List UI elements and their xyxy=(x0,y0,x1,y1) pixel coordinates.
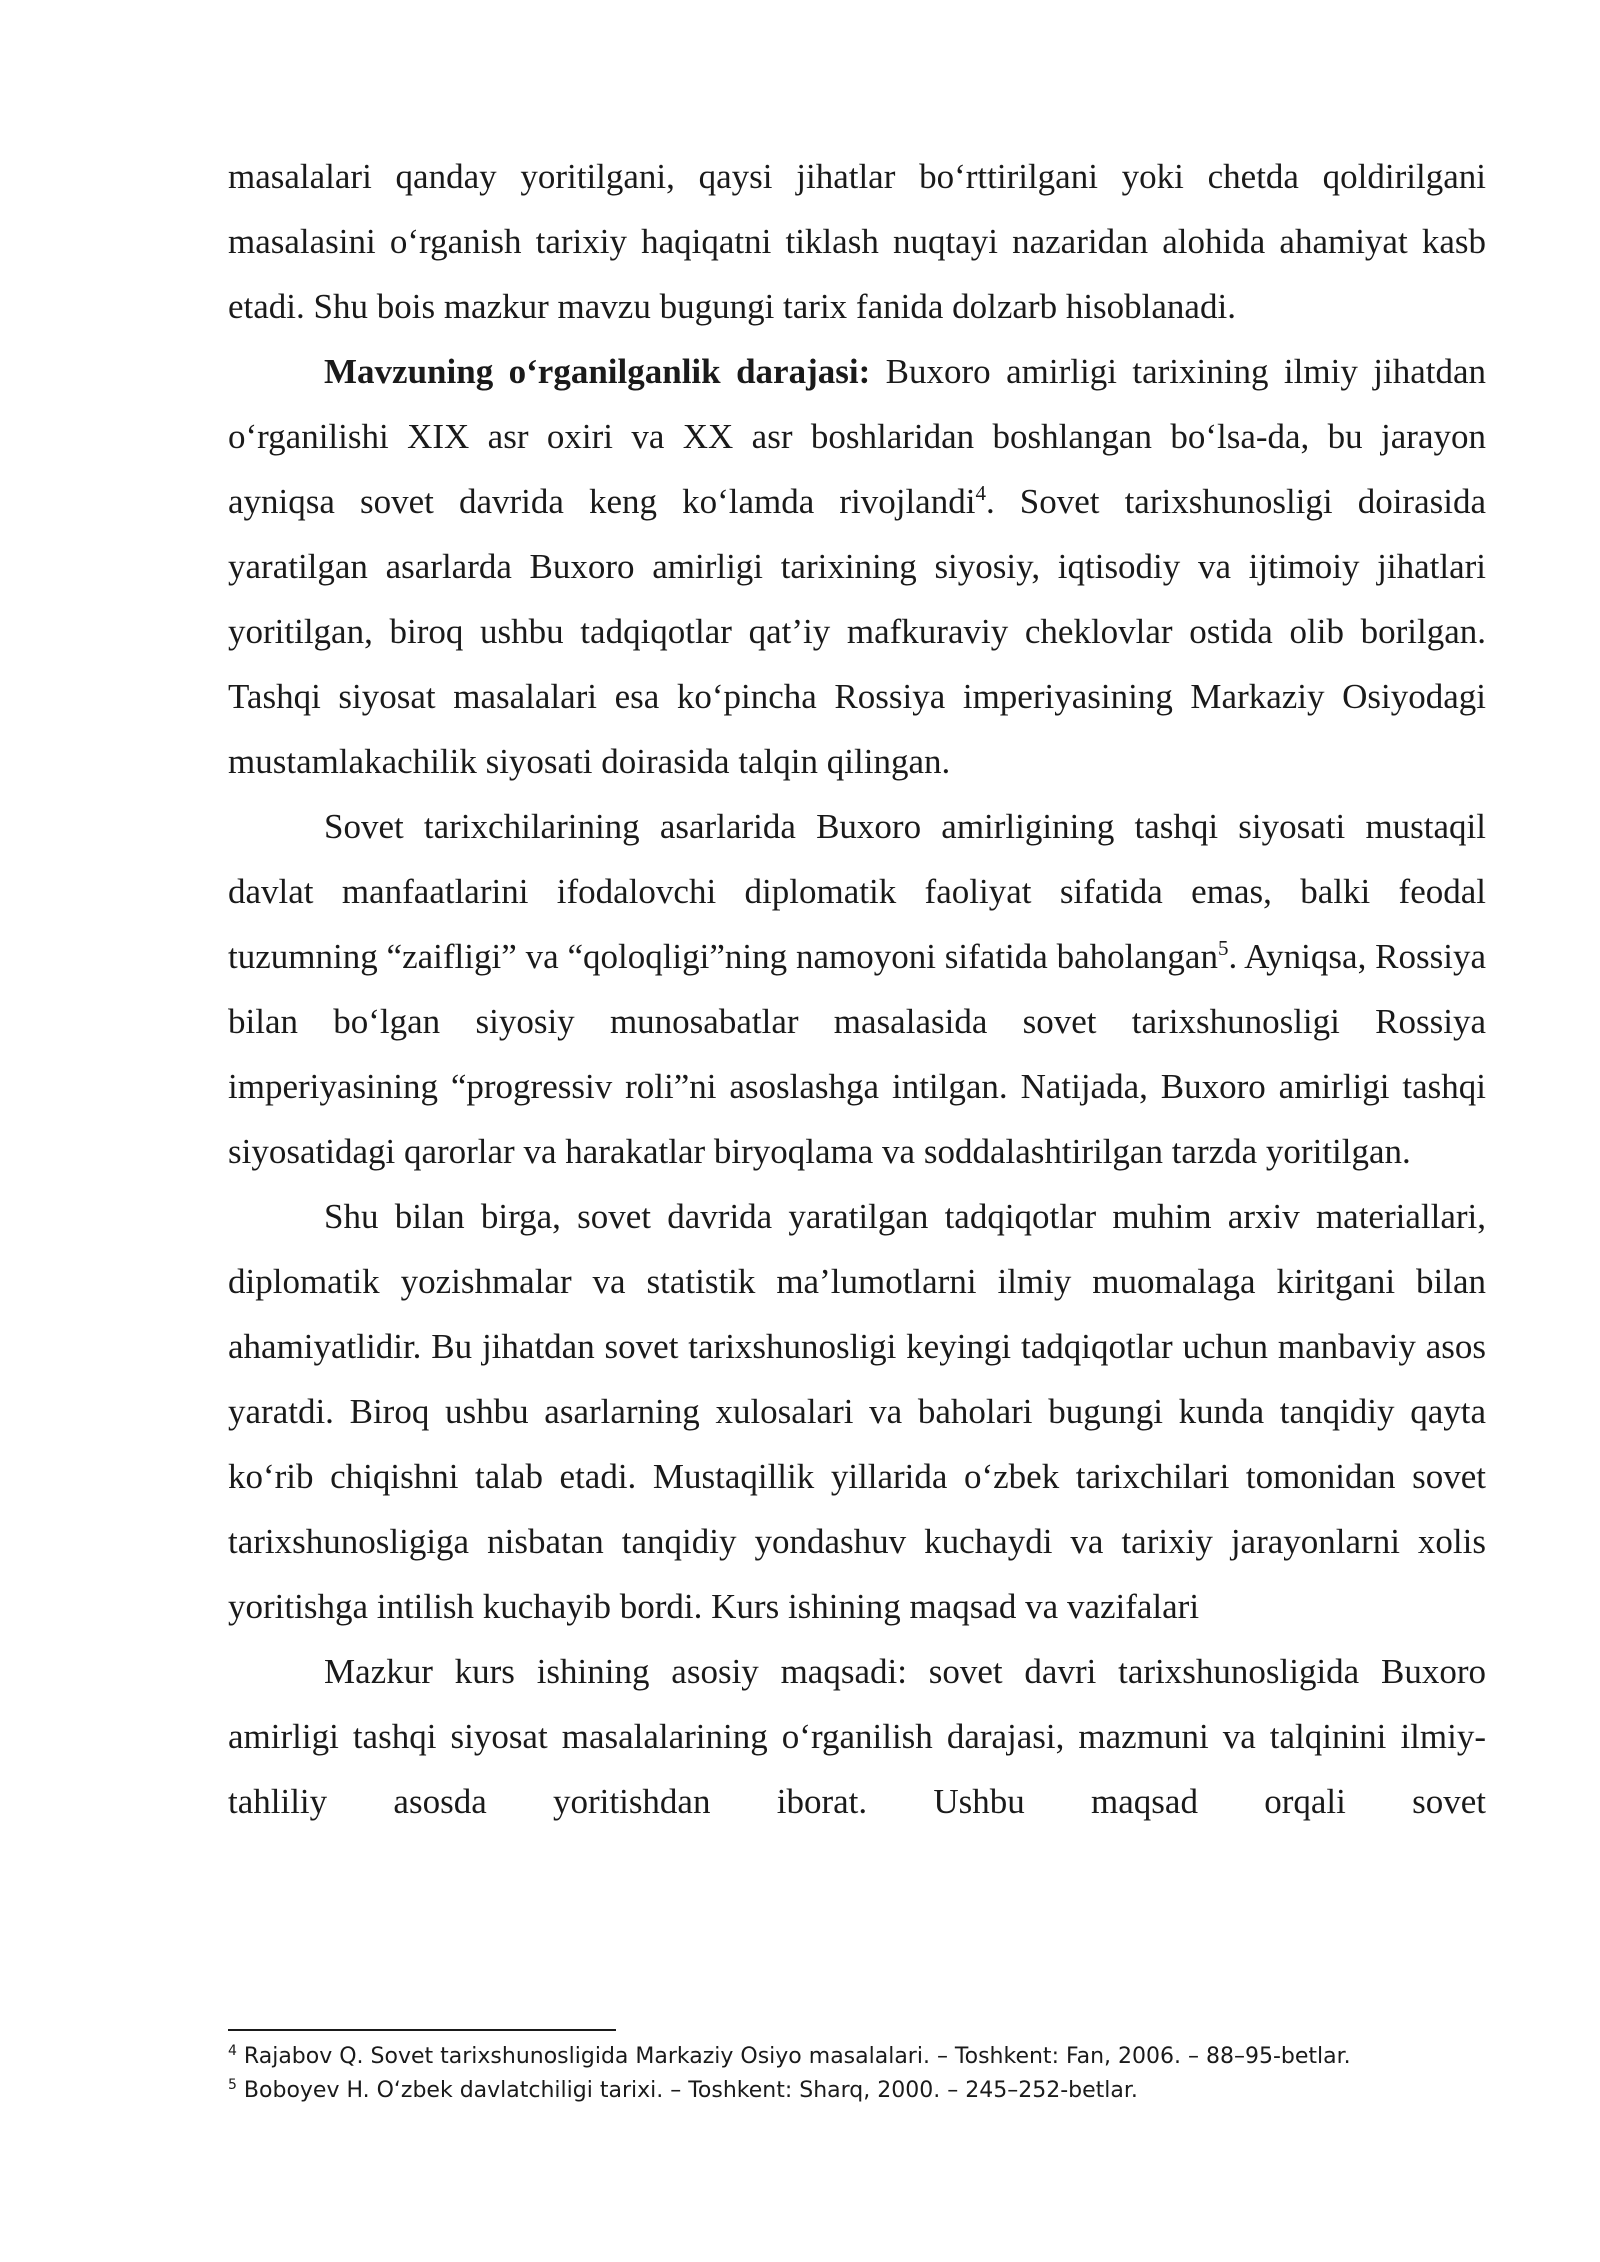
paragraph-3 xyxy=(228,794,1486,1184)
section-heading: Mavzuning o‘rganilganlik darajasi: xyxy=(324,352,871,391)
paragraph-2-text-a: Buxoro amirligi tarixining ilmiy jihatdan o‘rganilishi XIX asr oxiri va XX asr boshlaridan boshlangan bo‘lsa-da, bu jarayon ayniqsa sovet davrida keng ko‘lamda rivojlandi xyxy=(228,352,1487,521)
footnote-separator xyxy=(228,2029,616,2031)
paragraph-5: Mazkur kurs ishining asosiy maqsadi: sovet davri tarixshunosligida Buxoro amirligi tashqi siyosat masalalarining o‘rganilish darajasi, mazmuni va talqinini ilmiy-tahliliy asosda yoritishdan iborat. Ushbu maqsad orqali sovet xyxy=(228,1652,1486,1821)
footnote-ref-4[interactable]: 4 xyxy=(975,481,986,505)
footnote-4 xyxy=(228,2040,1486,2074)
footnote-number: 4 xyxy=(228,2043,237,2059)
paragraph-4: Shu bilan birga, sovet davrida yaratilgan tadqiqotlar muhim arxiv materiallari, diplomatik yozishmalar va statistik ma’lumotlarni ilmiy muomalaga kiritgani bilan ahamiyatlidir. Bu jihatdan sovet tarixshunosligi keyingi tadqiqotlar uchun manbaviy asos yaratdi. Biroq ushbu asarlarning xulosalari va baholari bugungi kunda tanqidiy qayta ko‘rib chiqishni talab etadi. Mustaqillik yillarida o‘zbek tarixchilari tomonidan sovet tarixshunosligiga nisbatan tanqidiy yondashuv kuchaydi va tarixiy jarayonlarni xolis yoritishga intilish kuchayib bordi. Kurs ishining maqsad va vazifalari xyxy=(228,1197,1486,1626)
footnote-ref-5[interactable]: 5 xyxy=(1217,936,1229,960)
body-text xyxy=(228,144,1486,1834)
paragraph-3-text-a: Sovet tarixchilarining asarlarida Buxoro amirligining tashqi siyosati mustaqil davlat manfaatlarini ifodalovchi diplomatik faoliyat sifatida emas, balki feodal tuzumning “zaifligi” va “qoloqligi”ning namoyoni sifatida baholangan xyxy=(228,807,1486,976)
paragraph-2 xyxy=(228,339,1486,794)
footnote-text: Rajabov Q. Sovet tarixshunosligida Markaziy Osiyo masalalari. – Toshkent: Fan, 2006. – 88–95-betlar. xyxy=(243,2044,1351,2069)
footnotes xyxy=(228,2040,1486,2108)
paragraph-3-text-b: . Ayniqsa, Rossiya bilan bo‘lgan siyosiy munosabatlar masalasida sovet tarixshunosligi Rossiya imperiyasining “progressiv roli”ni asoslashga intilgan. Natijada, Buxoro amirligi tashqi siyosatidagi qarorlar va harakatlar biryoqlama va soddalashtirilgan tarzda yoritilgan. xyxy=(228,937,1486,1171)
paragraph-2-text-b: . Sovet tarixshunosligi doirasida yaratilgan asarlarda Buxoro amirligi tarixining siyosiy, iqtisodiy va ijtimoiy jihatlari yoritilgan, biroq ushbu tadqiqotlar qat’iy mafkuraviy cheklovlar ostida olib borilgan. Tashqi siyosat masalalari esa ko‘pincha Rossiya imperiyasining Markaziy Osiyodagi mustamlakachilik siyosati doirasida talqin qilingan. xyxy=(228,482,1486,781)
paragraph-1: masalalari qanday yoritilgani, qaysi jihatlar bo‘rttirilgani yoki chetda qoldirilgani masalasini o‘rganish tarixiy haqiqatni tiklash nuqtayi nazaridan alohida ahamiyat kasb etadi. Shu bois mazkur mavzu bugungi tarix fanida dolzarb hisoblanadi. xyxy=(228,157,1486,326)
footnote-number: 5 xyxy=(228,2077,237,2093)
footnote-text: Boboyev H. O‘zbek davlatchiligi tarixi. – Toshkent: Sharq, 2000. – 245–252-betlar. xyxy=(243,2078,1138,2103)
footnote-5 xyxy=(228,2074,1486,2108)
